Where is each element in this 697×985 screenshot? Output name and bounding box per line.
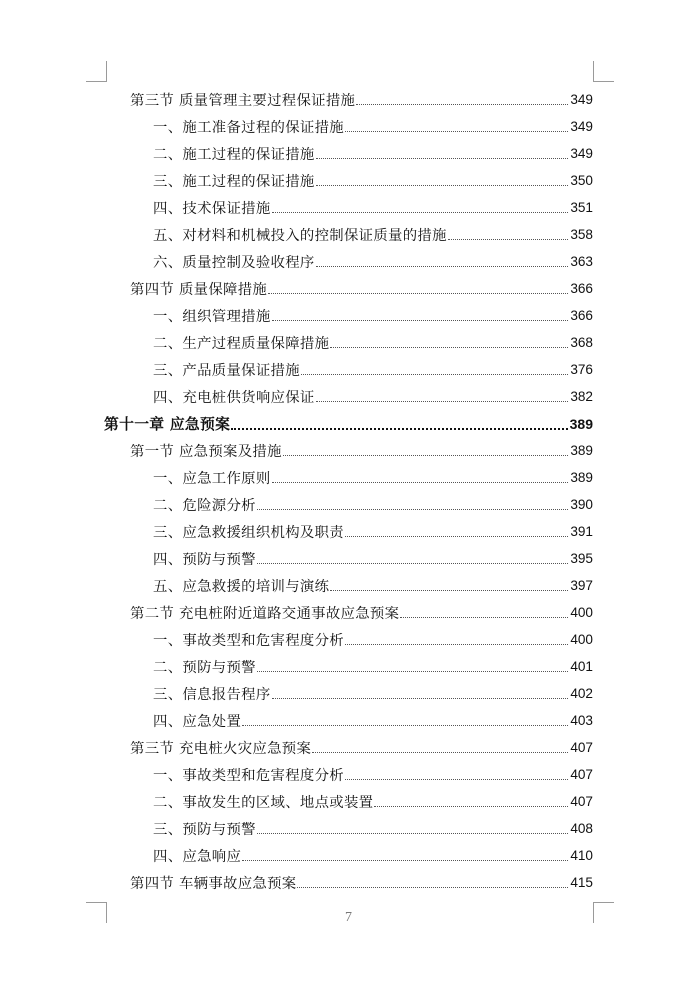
toc-dot-leader [272, 212, 569, 213]
toc-entry-title: 第一节 应急预案及措施 [130, 444, 282, 460]
toc-entry[interactable] [104, 86, 593, 113]
toc-entry-title: 三、产品质量保证措施 [153, 363, 300, 379]
toc-entry-page: 397 [570, 578, 593, 593]
toc-entry-title: 第二节 充电桩附近道路交通事故应急预案 [130, 606, 400, 622]
toc-entry-page: 410 [570, 848, 593, 863]
toc-entry[interactable] [104, 410, 593, 437]
toc-entry[interactable] [104, 626, 593, 653]
toc-dot-leader [272, 698, 569, 699]
toc-dot-leader [242, 860, 568, 861]
toc-entry-page: 401 [570, 659, 593, 674]
toc-entry-title: 一、组织管理措施 [153, 309, 271, 325]
toc-entry[interactable] [104, 842, 593, 869]
toc-entry-page: 368 [570, 335, 593, 350]
crop-mark-top-right [593, 61, 614, 82]
toc-entry[interactable] [104, 329, 593, 356]
toc-entry[interactable] [104, 707, 593, 734]
toc-entry[interactable] [104, 464, 593, 491]
toc-entry[interactable] [104, 383, 593, 410]
toc-entry[interactable] [104, 248, 593, 275]
toc-entry-page: 350 [570, 173, 593, 188]
toc-entry-title: 三、施工过程的保证措施 [153, 174, 315, 190]
toc-entry-title: 四、技术保证措施 [153, 201, 271, 217]
toc-entry-page: 415 [570, 875, 593, 890]
toc-dot-leader [257, 833, 568, 834]
toc-entry-page: 407 [570, 794, 593, 809]
toc-dot-leader [345, 536, 568, 537]
toc-entry-page: 402 [570, 686, 593, 701]
toc-entry-title: 第四节 车辆事故应急预案 [130, 876, 297, 892]
toc-dot-leader [330, 590, 568, 591]
toc-entry[interactable] [104, 275, 593, 302]
toc-entry[interactable] [104, 437, 593, 464]
toc-entry-title: 第三节 充电桩火灾应急预案 [130, 741, 312, 757]
toc-dot-leader [448, 239, 568, 240]
toc-entry-title: 第十一章 应急预案 [104, 416, 231, 433]
toc-entry-title: 一、事故类型和危害程度分析 [153, 633, 344, 649]
toc-entry-title: 四、充电桩供货响应保证 [153, 390, 315, 406]
toc-entry-page: 407 [570, 740, 593, 755]
toc-dot-leader [316, 266, 569, 267]
toc-entry-page: 349 [570, 92, 593, 107]
toc-dot-leader [257, 509, 568, 510]
toc-dot-leader [316, 185, 569, 186]
toc-entry-page: 408 [570, 821, 593, 836]
toc-dot-leader [272, 320, 569, 321]
toc-entry-page: 349 [570, 146, 593, 161]
toc-entry-page: 403 [570, 713, 593, 728]
toc-entry-title: 二、危险源分析 [153, 498, 256, 514]
crop-mark-top-left [86, 61, 107, 82]
toc-dot-leader [312, 752, 568, 753]
toc-entry-page: 382 [570, 389, 593, 404]
toc-dot-leader [231, 428, 567, 430]
toc-entry-title: 二、事故发生的区域、地点或装置 [153, 795, 374, 811]
toc-entry-title: 五、应急救援的培训与演练 [153, 579, 330, 595]
toc-dot-leader [301, 374, 568, 375]
toc-entry[interactable] [104, 599, 593, 626]
toc-entry-page: 395 [570, 551, 593, 566]
toc-entry-page: 390 [570, 497, 593, 512]
toc-entry[interactable] [104, 113, 593, 140]
toc-entry[interactable] [104, 167, 593, 194]
toc-dot-leader [330, 347, 568, 348]
toc-entry[interactable] [104, 761, 593, 788]
toc-entry-title: 四、应急响应 [153, 849, 242, 865]
toc-entry[interactable] [104, 194, 593, 221]
table-of-contents [104, 86, 593, 896]
toc-entry-title: 二、施工过程的保证措施 [153, 147, 315, 163]
toc-entry-title: 四、预防与预警 [153, 552, 256, 568]
toc-entry-page: 376 [570, 362, 593, 377]
toc-dot-leader [374, 806, 568, 807]
toc-entry[interactable] [104, 869, 593, 896]
toc-dot-leader [257, 563, 568, 564]
toc-dot-leader [257, 671, 568, 672]
toc-entry-page: 391 [570, 524, 593, 539]
toc-dot-leader [345, 131, 568, 132]
toc-dot-leader [316, 401, 569, 402]
toc-entry-page: 389 [569, 415, 593, 432]
toc-entry-title: 第三节 质量管理主要过程保证措施 [130, 93, 356, 109]
toc-entry[interactable] [104, 302, 593, 329]
toc-entry-title: 一、施工准备过程的保证措施 [153, 120, 344, 136]
toc-dot-leader [283, 455, 569, 456]
toc-dot-leader [345, 779, 568, 780]
toc-entry-title: 三、应急救援组织机构及职责 [153, 525, 344, 541]
toc-entry[interactable] [104, 653, 593, 680]
toc-dot-leader [297, 887, 568, 888]
toc-entry-title: 五、对材料和机械投入的控制保证质量的措施 [153, 228, 447, 244]
toc-dot-leader [272, 482, 569, 483]
toc-entry-title: 二、生产过程质量保障措施 [153, 336, 330, 352]
toc-entry-title: 二、预防与预警 [153, 660, 256, 676]
toc-entry[interactable] [104, 221, 593, 248]
toc-entry[interactable] [104, 815, 593, 842]
toc-entry-page: 366 [570, 281, 593, 296]
toc-entry-title: 第四节 质量保障措施 [130, 282, 268, 298]
toc-entry-page: 389 [570, 470, 593, 485]
toc-entry-page: 400 [570, 632, 593, 647]
toc-entry-page: 358 [570, 227, 593, 242]
toc-dot-leader [356, 104, 568, 105]
toc-entry-title: 三、信息报告程序 [153, 687, 271, 703]
toc-entry[interactable] [104, 572, 593, 599]
toc-entry[interactable] [104, 518, 593, 545]
toc-dot-leader [400, 617, 568, 618]
toc-entry[interactable] [104, 545, 593, 572]
toc-dot-leader [316, 158, 569, 159]
toc-entry[interactable] [104, 140, 593, 167]
toc-entry-page: 349 [570, 119, 593, 134]
toc-entry-title: 一、应急工作原则 [153, 471, 271, 487]
toc-entry-title: 六、质量控制及验收程序 [153, 255, 315, 271]
toc-entry-page: 389 [570, 443, 593, 458]
toc-entry[interactable] [104, 356, 593, 383]
toc-dot-leader [268, 293, 568, 294]
toc-entry-title: 一、事故类型和危害程度分析 [153, 768, 344, 784]
toc-dot-leader [345, 644, 568, 645]
toc-entry-page: 366 [570, 308, 593, 323]
toc-entry[interactable] [104, 491, 593, 518]
toc-dot-leader [242, 725, 568, 726]
toc-entry-title: 三、预防与预警 [153, 822, 256, 838]
toc-entry[interactable] [104, 680, 593, 707]
toc-entry-page: 351 [570, 200, 593, 215]
toc-entry-title: 四、应急处置 [153, 714, 242, 730]
toc-entry-page: 400 [570, 605, 593, 620]
toc-entry-page: 363 [570, 254, 593, 269]
page-number: 7 [345, 910, 352, 925]
toc-entry[interactable] [104, 734, 593, 761]
toc-entry-page: 407 [570, 767, 593, 782]
toc-entry[interactable] [104, 788, 593, 815]
